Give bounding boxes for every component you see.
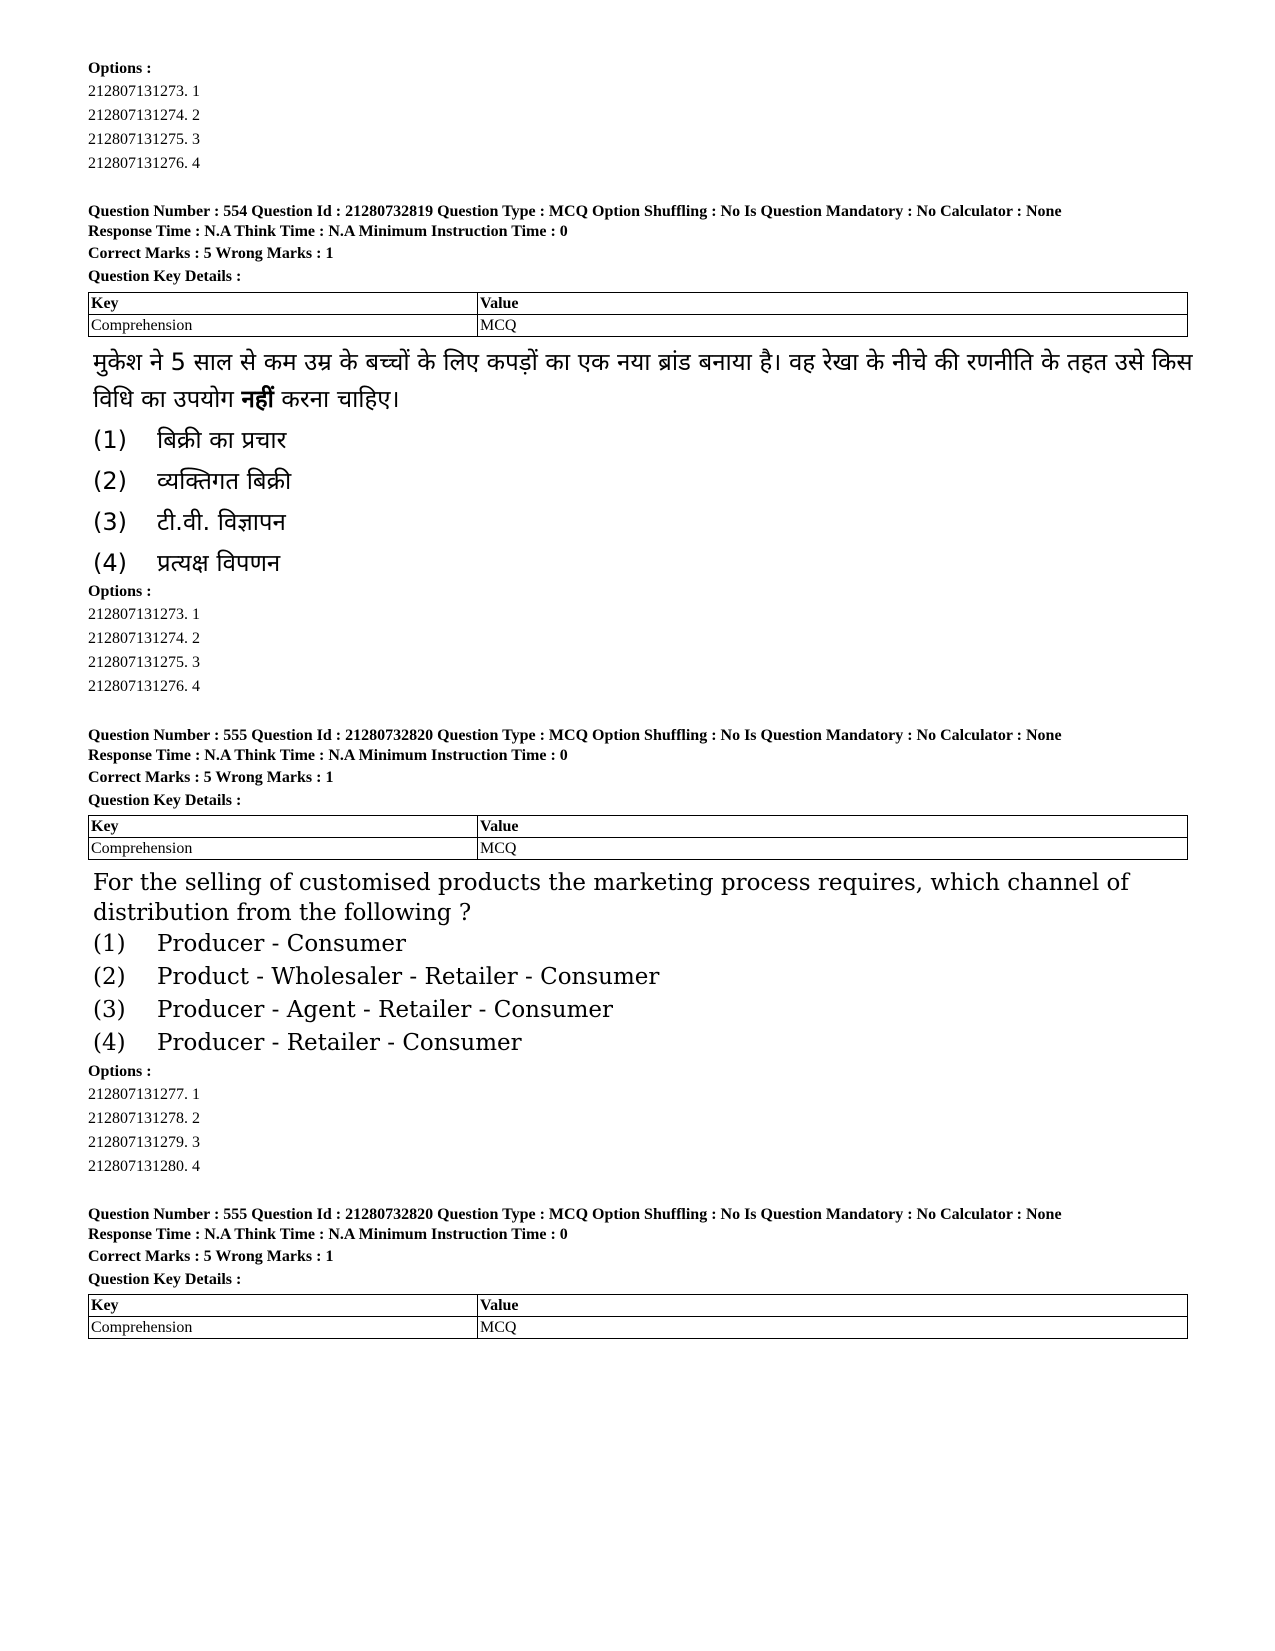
table-header-value: Value [478, 816, 1188, 838]
choice-number: (2) [93, 964, 126, 990]
q554-question-pre: मुकेश ने 5 साल से कम उम्र के बच्चों के लिए कपड़ों का एक नया ब्रांड बनाया है। वह रेखा के नीचे की रणनीति के तहत उसे किस विधि का उपयोग [93, 348, 1193, 413]
q555b-meta [88, 1205, 1188, 1245]
options-label: Options : [88, 60, 152, 77]
q555b-meta-line1: Question Number : 555 Question Id : 21280732820 Question Type : MCQ Option Shuffling : No Is Question Mandatory : No Calculator : None [88, 1206, 1062, 1223]
option-line: 212807131276. 4 [88, 155, 200, 172]
table-header-key: Key [89, 1295, 478, 1317]
option-line: 212807131275. 3 [88, 654, 200, 671]
choice-number: (3) [93, 997, 126, 1023]
q555b-meta-line2: Response Time : N.A Think Time : N.A Minimum Instruction Time : 0 [88, 1226, 568, 1243]
table-cell-key: Comprehension [89, 1317, 478, 1339]
choice-item [93, 961, 1193, 994]
q554-meta-line2: Response Time : N.A Think Time : N.A Minimum Instruction Time : 0 [88, 223, 568, 240]
table-header-value: Value [478, 293, 1188, 315]
q554-question-post: करना चाहिए। [273, 385, 400, 413]
option-line: 212807131273. 1 [88, 83, 200, 100]
choice-text: Producer - Retailer - Consumer [157, 1030, 522, 1056]
choice-text: Producer - Consumer [157, 931, 407, 957]
q554-marks: Correct Marks : 5 Wrong Marks : 1 [88, 245, 334, 262]
q555a-meta-line1: Question Number : 555 Question Id : 21280732820 Question Type : MCQ Option Shuffling : No Is Question Mandatory : No Calculator : None [88, 727, 1062, 744]
choice-item [93, 461, 1193, 502]
choice-text: बिक्री का प्रचार [157, 426, 287, 454]
choice-text: प्रत्यक्ष विपणन [157, 549, 281, 577]
choice-text: व्यक्तिगत बिक्री [157, 467, 292, 495]
choice-text: Producer - Agent - Retailer - Consumer [157, 997, 614, 1023]
option-line: 212807131279. 3 [88, 1134, 200, 1151]
choice-item [93, 502, 1193, 543]
option-line: 212807131273. 1 [88, 606, 200, 623]
choice-number: (1) [93, 931, 126, 957]
option-line: 212807131274. 2 [88, 630, 200, 647]
choice-item [93, 543, 1193, 584]
table-header-key: Key [89, 816, 478, 838]
choice-item [93, 994, 1193, 1027]
table-cell-value: MCQ [478, 1317, 1188, 1339]
table-cell-key: Comprehension [89, 838, 478, 860]
q555a-meta [88, 726, 1188, 766]
table-cell-value: MCQ [478, 838, 1188, 860]
q555b-key-details-label: Question Key Details : [88, 1271, 242, 1288]
choice-item [93, 420, 1193, 461]
q555a-key-table [88, 815, 1188, 860]
choice-number: (1) [93, 426, 127, 454]
q554-question-bold: नहीं [241, 385, 274, 413]
table-cell-value: MCQ [478, 315, 1188, 337]
choice-number: (4) [93, 549, 127, 577]
options-label: Options : [88, 583, 152, 600]
option-line: 212807131280. 4 [88, 1158, 200, 1175]
q554-options-block [88, 581, 1188, 699]
choice-number: (3) [93, 508, 127, 536]
choice-item [93, 1027, 1193, 1060]
table-header-value: Value [478, 1295, 1188, 1317]
q555b-marks: Correct Marks : 5 Wrong Marks : 1 [88, 1248, 334, 1265]
q555a-meta-line2: Response Time : N.A Think Time : N.A Minimum Instruction Time : 0 [88, 747, 568, 764]
q554-key-details-label: Question Key Details : [88, 268, 242, 285]
table-row [89, 816, 1188, 838]
q554-choices [93, 420, 1193, 584]
option-line: 212807131277. 1 [88, 1086, 200, 1103]
q555a-options-block [88, 1061, 1188, 1179]
table-row [89, 293, 1188, 315]
q554-meta [88, 202, 1188, 242]
option-line: 212807131275. 3 [88, 131, 200, 148]
choice-text: Product - Wholesaler - Retailer - Consumer [157, 964, 660, 990]
q554-meta-line1: Question Number : 554 Question Id : 21280732819 Question Type : MCQ Option Shuffling : No Is Question Mandatory : No Calculator : None [88, 203, 1062, 220]
table-row [89, 1317, 1188, 1339]
choice-number: (2) [93, 467, 127, 495]
q555b-key-table [88, 1294, 1188, 1339]
option-line: 212807131278. 2 [88, 1110, 200, 1127]
choice-text: टी.वी. विज्ञापन [157, 508, 286, 536]
q555a-choices [93, 928, 1193, 1060]
q554-question-text [93, 344, 1193, 418]
q555a-marks: Correct Marks : 5 Wrong Marks : 1 [88, 769, 334, 786]
table-row [89, 1295, 1188, 1317]
q555a-question-text: For the selling of customised products the marketing process requires, which channel of distribution from the following ? [93, 870, 1129, 926]
top-options-block [88, 58, 1188, 176]
q555a-key-details-label: Question Key Details : [88, 792, 242, 809]
q554-key-table [88, 292, 1188, 337]
options-label: Options : [88, 1063, 152, 1080]
option-line: 212807131276. 4 [88, 678, 200, 695]
choice-item [93, 928, 1193, 961]
choice-number: (4) [93, 1030, 126, 1056]
option-line: 212807131274. 2 [88, 107, 200, 124]
table-row [89, 315, 1188, 337]
table-header-key: Key [89, 293, 478, 315]
table-row [89, 838, 1188, 860]
table-cell-key: Comprehension [89, 315, 478, 337]
